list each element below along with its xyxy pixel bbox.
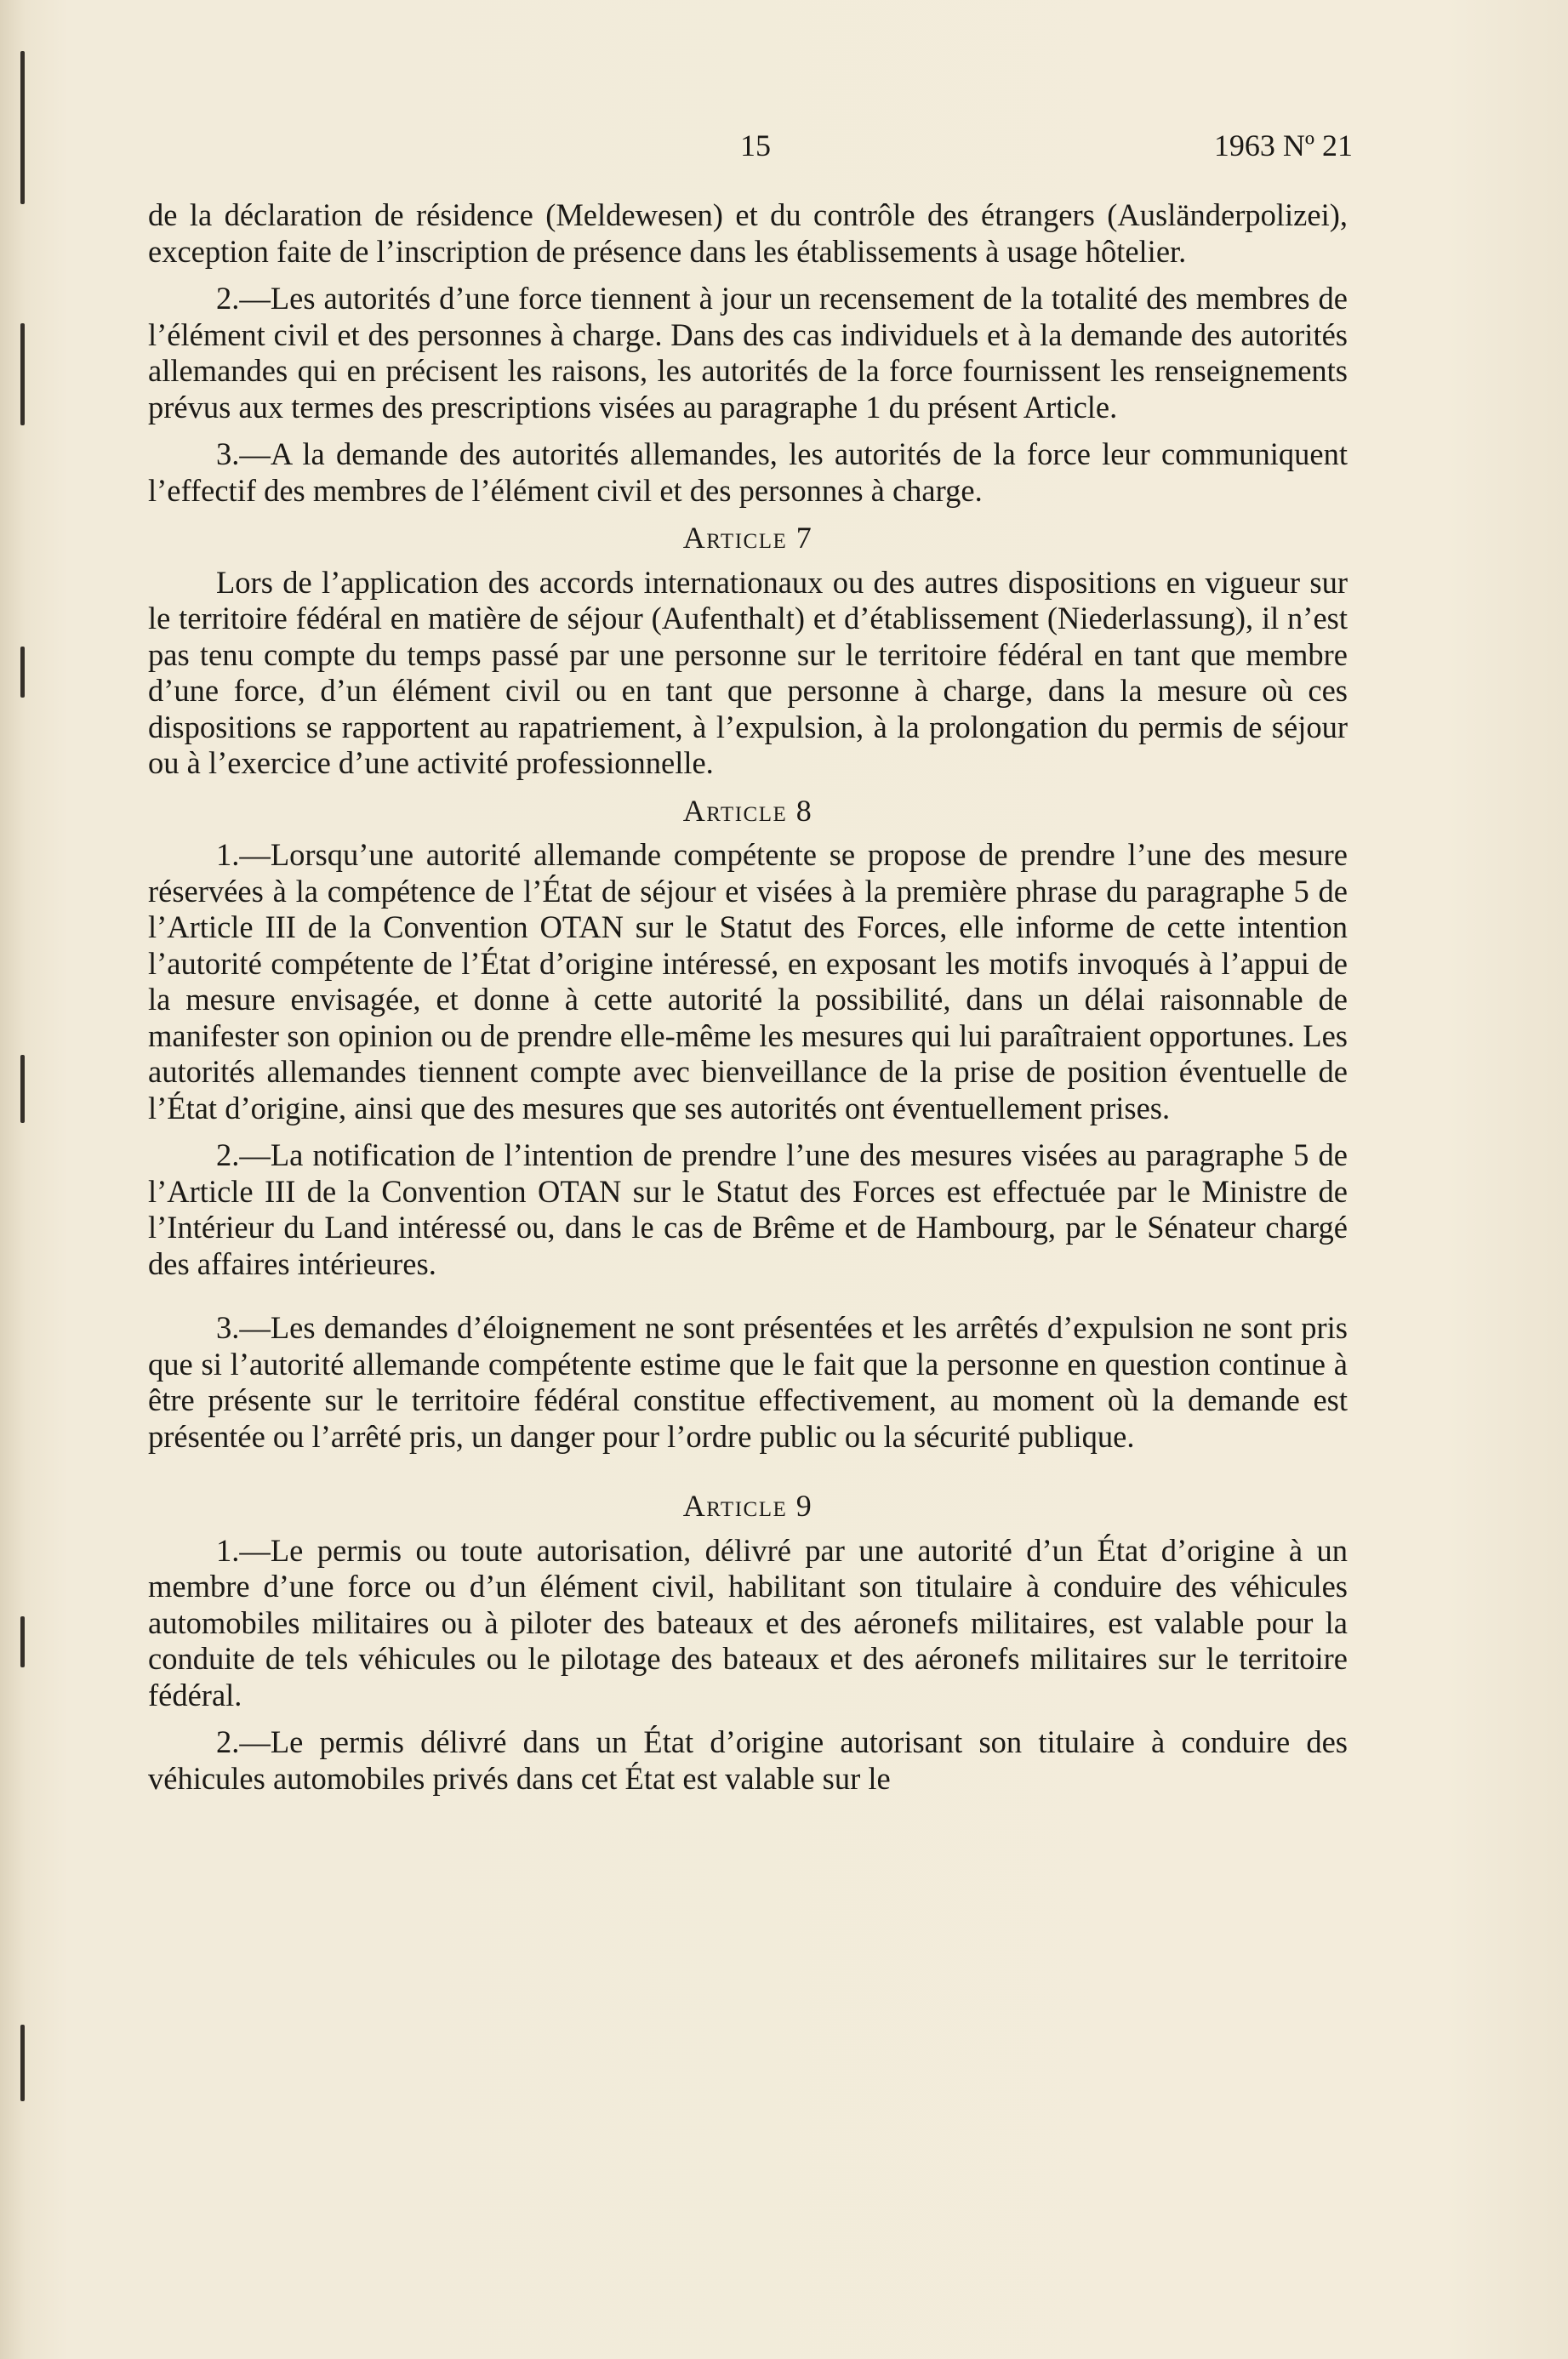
document-reference: 1963 Nº 21 (1213, 128, 1353, 162)
article-8-paragraph-2: 2.—La notification de l’intention de prendre l’une des mesures visées au paragraphe 5 de l’Article III de la Convention OTAN sur le Statut des Forces est effectuée par le Ministre de l’Intérieur du Land intéressé ou, dans le cas de Brême et de Hambourg, par le Sénateur chargé des affaires intérieures. (148, 1137, 1348, 1281)
binding-mark (20, 1616, 25, 1667)
page-header (136, 128, 1353, 179)
article-8-heading: Article 8 (682, 793, 813, 828)
page-body (148, 197, 1348, 1808)
binding-mark (20, 323, 25, 425)
article-8-paragraph-3: 3.—Les demandes d’éloignement ne sont présentées et les arrêtés d’expulsion ne sont pris que si l’autorité allemande compétente estime que le fait que la personne en question continue à être présente sur le territoire fédéral constitue effectivement, au moment où la demande est présentée ou l’arrêté pris, un danger pour l’ordre public ou la sécurité publique. (148, 1310, 1348, 1454)
binding-mark (20, 51, 25, 204)
binding-mark (20, 1055, 25, 1123)
article-9-paragraph-2: 2.—Le permis délivré dans un État d’origine autorisant son titulaire à conduire des véhicules automobiles privés dans cet État est valable sur le (148, 1724, 1348, 1796)
page-number: 15 (740, 128, 771, 162)
article-7-heading: Article 7 (682, 521, 813, 555)
paragraph-continued: de la déclaration de résidence (Meldewesen) et du contrôle des étrangers (Ausländerpolizei), exception faite de l’inscription de présence dans les établissements à usage hôtelier. (148, 197, 1348, 269)
article-8-paragraph-1: 1.—Lorsqu’une autorité allemande compétente se propose de prendre l’une des mesure réservées à la compétence de l’État de séjour et visées à la première phrase du paragraphe 5 de l’Article III de la Convention OTAN sur le Statut des Forces, elle informe de cette intention l’autorité compétente de l’État d’origine intéressé, en exposant les motifs invoqués à l’appui de la mesure envisagée, et donne à cette autorité la possibilité, dans un délai raisonnable de manifester son opinion ou de prendre elle-même les mesures qui lui paraîtraient opportunes. Les autorités allemandes tiennent compte avec bienveillance de la prise de position éventuelle de l’État d’origine, ainsi que des mesures que ses autorités ont éventuellement prises. (148, 837, 1348, 1125)
binding-mark (20, 2025, 25, 2101)
article-9-heading: Article 9 (682, 1489, 813, 1523)
article-6-paragraph-2: 2.—Les autorités d’une force tiennent à jour un recensement de la totalité des membres de l’élément civil et des personnes à charge. Dans des cas individuels et à la demande des autorités allemandes qui en précisent les raisons, les autorités de la force fournissent les renseignements prévus aux termes des prescriptions visées au paragraphe 1 du présent Article. (148, 281, 1348, 425)
binding-mark (20, 647, 25, 698)
article-7-paragraph: Lors de l’application des accords internationaux ou des autres dispositions en vigueur sur le territoire fédéral en matière de séjour (Aufenthalt) et d’établissement (Niederlassung), il n’est pas tenu compte du temps passé par une personne sur le territoire fédéral en tant que membre d’une force, d’un élément civil ou en tant que personne à charge, dans la mesure où ces dispositions se rapportent au rapatriement, à l’expulsion, à la prolongation du permis de séjour ou à l’exercice d’une activité professionnelle. (148, 564, 1348, 780)
article-6-paragraph-3: 3.—A la demande des autorités allemandes, les autorités de la force leur communiquent l’effectif des membres de l’élément civil et des personnes à charge. (148, 436, 1348, 508)
article-9-paragraph-1: 1.—Le permis ou toute autorisation, délivré par une autorité d’un État d’origine à un membre d’une force ou d’un élément civil, habilitant son titulaire à conduire des véhicules automobiles militaires ou à piloter des bateaux et des aéronefs militaires, est valable pour la conduite de tels véhicules ou le pilotage des bateaux et des aéronefs militaires sur le territoire fédéral. (148, 1532, 1348, 1712)
